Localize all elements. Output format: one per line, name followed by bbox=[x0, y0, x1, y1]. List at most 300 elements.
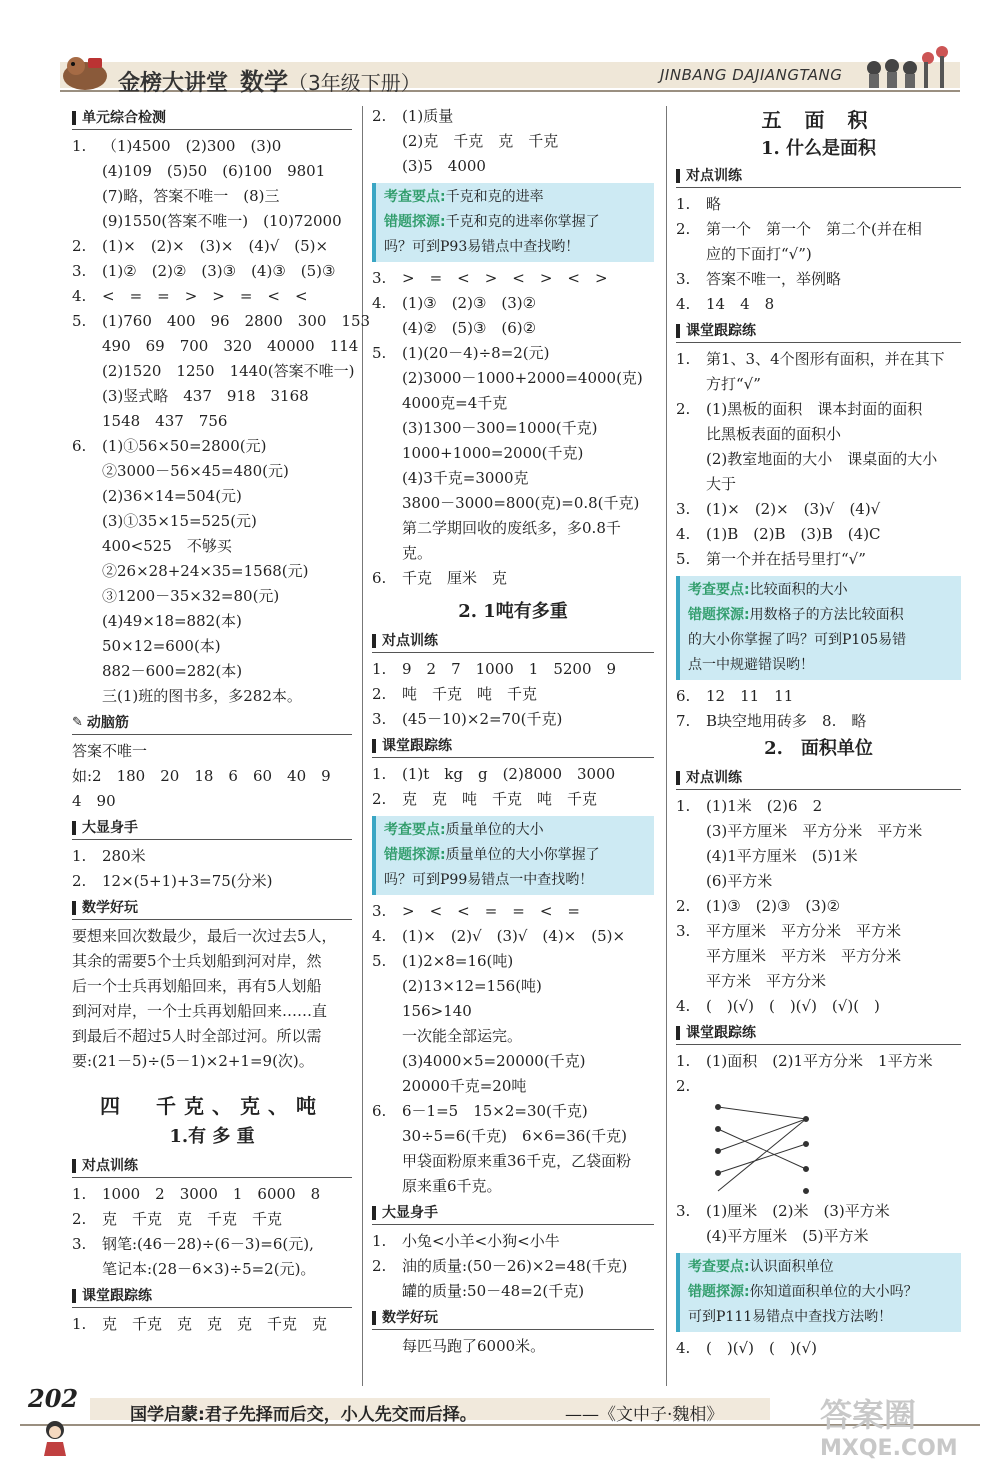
answer-list bbox=[72, 134, 371, 709]
item-number: 5. bbox=[72, 312, 87, 330]
watermark bbox=[820, 1390, 970, 1460]
answer-line bbox=[676, 994, 961, 1019]
answer-line bbox=[372, 682, 654, 707]
text-line: 到最后不超过5人时全部过河。所以需 bbox=[72, 1027, 322, 1045]
answer-text: 小兔<小羊<小狗<小牛 bbox=[402, 1232, 560, 1250]
answer-text: 应的下面打“√”) bbox=[706, 245, 812, 263]
answer-line bbox=[372, 1049, 654, 1074]
answer-text: (1)② (2)② (3)③ (4)③ (5)③ bbox=[102, 262, 336, 280]
answer-line bbox=[676, 242, 961, 267]
answer-list bbox=[372, 1229, 654, 1304]
page-header bbox=[0, 0, 1000, 100]
answer-line bbox=[676, 397, 961, 422]
answer-text: < = = > > = < < bbox=[102, 287, 308, 305]
section-heading bbox=[372, 1306, 654, 1330]
section-title: 数学好玩 bbox=[382, 1309, 438, 1326]
section-heading bbox=[676, 319, 961, 343]
answer-line bbox=[72, 184, 352, 209]
text-list bbox=[72, 924, 352, 1074]
answer-text: (3)平方厘米 平方分米 平方米 bbox=[706, 822, 923, 840]
item-number: 7. bbox=[676, 712, 691, 730]
answer-line bbox=[676, 472, 961, 497]
answer-text: 12×(5+1)+3=75(分米) bbox=[102, 872, 273, 890]
answer-line bbox=[676, 1049, 961, 1074]
section-title: 单元综合检测 bbox=[82, 109, 166, 126]
answer-line bbox=[72, 609, 352, 634]
answer-text: (2)36×14=504(元) bbox=[102, 487, 242, 505]
answer-line bbox=[676, 192, 961, 217]
answer-column-3 bbox=[676, 104, 961, 1361]
answer-text: 第一个 第一个 第二个(并在相 bbox=[706, 220, 922, 238]
answer-line bbox=[72, 359, 355, 384]
item-number: 1. bbox=[372, 765, 387, 783]
answer-text: > < < = = < = bbox=[402, 902, 580, 920]
answer-text: (3)5 4000 bbox=[402, 157, 486, 175]
answer-line bbox=[72, 534, 352, 559]
tip-key: 考查要点: bbox=[688, 582, 750, 598]
section-title: 数学好玩 bbox=[82, 899, 138, 916]
answer-line bbox=[372, 341, 654, 366]
answer-text: (1)①56×50=2800(元) bbox=[102, 437, 267, 455]
lesson-title: 1. 什么是面积 bbox=[760, 138, 877, 159]
header-title bbox=[118, 62, 421, 97]
answer-line bbox=[372, 1254, 654, 1279]
column-divider bbox=[666, 106, 667, 1386]
answer-line bbox=[676, 1199, 961, 1224]
lesson-title: 2. 面积单位 bbox=[764, 738, 873, 759]
section-heading bbox=[72, 1284, 352, 1308]
answer-line bbox=[676, 844, 961, 869]
answer-text: (1)1米 (2)6 2 bbox=[706, 797, 823, 815]
answer-line bbox=[372, 899, 654, 924]
answer-line bbox=[372, 999, 654, 1024]
answer-text: (1)× (2)√ (3)√ (4)× (5)× bbox=[402, 927, 626, 945]
answer-list bbox=[676, 1336, 961, 1361]
section-heading bbox=[372, 1201, 654, 1225]
answer-text: 20000千克=20吨 bbox=[402, 1077, 527, 1095]
item-number: 1. bbox=[372, 660, 387, 678]
answer-text: （1)4500 (2)300 (3)0 bbox=[102, 137, 282, 155]
item-number: 2. bbox=[72, 237, 87, 255]
answer-line bbox=[372, 466, 654, 491]
text-line: 要想来回次数最少，最后一次过去5人， bbox=[72, 927, 337, 945]
answer-line bbox=[676, 547, 961, 572]
answer-text: 千克 厘米 克 bbox=[402, 569, 508, 587]
tip-key: 考查要点: bbox=[384, 189, 446, 205]
answer-line bbox=[72, 584, 352, 609]
tip-text: 千克和克的进率你掌握了 bbox=[445, 214, 600, 230]
item-number: 3. bbox=[72, 1235, 87, 1253]
answer-text: > = < > < > < > bbox=[402, 269, 608, 287]
answer-text: 1548 437 756 bbox=[102, 412, 228, 430]
item-number: 6. bbox=[372, 569, 387, 587]
answer-list bbox=[372, 104, 654, 179]
answer-line bbox=[372, 154, 654, 179]
answer-text: 156>140 bbox=[402, 1002, 472, 1020]
answer-text: 克 千克 克 克 克 千克 克 bbox=[102, 1315, 328, 1333]
item-number: 3. bbox=[676, 1202, 691, 1220]
section-heading bbox=[676, 164, 961, 188]
answer-text: (2)3000－1000+2000=4000(克) bbox=[402, 369, 643, 387]
footer-quote bbox=[130, 1400, 477, 1425]
tip-text: 质量单位的大小你掌握了 bbox=[445, 847, 600, 863]
answer-text: (2)克 千克 克 千克 bbox=[402, 132, 559, 150]
answer-text: 490 69 700 320 40000 114 bbox=[102, 337, 359, 355]
answer-text: 平方米 平方分米 bbox=[706, 972, 827, 990]
item-number: 2. bbox=[372, 790, 387, 808]
answer-text: (2)1520 1250 1440(答案不唯一) bbox=[102, 362, 355, 380]
answer-line bbox=[676, 819, 961, 844]
answer-text: 略 bbox=[706, 195, 722, 213]
answer-line bbox=[372, 1279, 654, 1304]
answer-text: (7)略，答案不唯一 (8)三 bbox=[102, 187, 280, 205]
footer-label: 国学启蒙: bbox=[130, 1405, 205, 1425]
answer-text: (3)竖式略 437 918 3168 bbox=[102, 387, 309, 405]
tip-box bbox=[676, 576, 961, 680]
answer-text: B块空地用砖多 8. 略 bbox=[706, 712, 867, 730]
answer-list bbox=[372, 762, 654, 812]
item-number: 1. bbox=[72, 847, 87, 865]
answer-line bbox=[72, 409, 352, 434]
answer-line bbox=[676, 1336, 961, 1361]
answer-text: (6)平方米 bbox=[706, 872, 773, 890]
item-number: 4. bbox=[676, 1339, 691, 1357]
answer-list bbox=[72, 1312, 352, 1337]
item-number: 4. bbox=[372, 294, 387, 312]
answer-column-2 bbox=[372, 104, 654, 1359]
item-number: 4. bbox=[676, 997, 691, 1015]
section-title: 课堂跟踪练 bbox=[382, 737, 452, 754]
item-number: 3. bbox=[676, 270, 691, 288]
section-title: 对点训练 bbox=[686, 769, 742, 786]
item-number: 3. bbox=[372, 710, 387, 728]
item-number: 2. bbox=[372, 107, 387, 125]
item-number: 3. bbox=[72, 262, 87, 280]
section-heading bbox=[72, 1154, 352, 1178]
item-number: 4. bbox=[676, 295, 691, 313]
answer-line bbox=[676, 1224, 961, 1249]
tip-key: 错题探源: bbox=[384, 214, 446, 230]
text-line: 4 90 bbox=[72, 792, 116, 810]
answer-text: 笔记本:(28－6×3)÷5=2(元)。 bbox=[102, 1260, 316, 1278]
tip-text: 你知道面积单位的大小吗？ bbox=[749, 1284, 918, 1300]
header-english: JINBANG DAJIANGTANG bbox=[660, 66, 843, 84]
section-title: 大显身手 bbox=[382, 1204, 438, 1221]
item-number: 2. bbox=[676, 1077, 691, 1095]
answer-text: (4)平方厘米 (5)平方米 bbox=[706, 1227, 869, 1245]
answer-text: (9)1550(答案不唯一) (10)72000 bbox=[102, 212, 342, 230]
tip-text: 吗？可到P99易错点一中查找哟！ bbox=[384, 872, 594, 888]
tip-key: 错题探源: bbox=[688, 1284, 750, 1300]
answer-line bbox=[72, 1257, 352, 1282]
item-number: 4. bbox=[72, 287, 87, 305]
answer-text: 一次能全部运完。 bbox=[402, 1027, 523, 1045]
answer-text: 400<525 不够买 bbox=[102, 537, 232, 555]
answer-line bbox=[676, 894, 961, 919]
answer-line bbox=[372, 924, 654, 949]
section-title: 对点训练 bbox=[382, 632, 438, 649]
answer-text: 9 2 7 1000 1 5200 9 bbox=[402, 660, 617, 678]
answer-text: 罐的质量:50－48=2(千克) bbox=[402, 1282, 585, 1300]
lesson-title: 2. 1吨有多重 bbox=[458, 601, 568, 622]
answer-text: 钢笔:(46－28)÷(6－3)=6(元), bbox=[102, 1235, 314, 1253]
answer-line bbox=[676, 709, 961, 734]
item-number: 3. bbox=[372, 902, 387, 920]
answer-line bbox=[676, 347, 961, 372]
answer-text: 吨 千克 吨 千克 bbox=[402, 685, 538, 703]
answer-text: 1000 2 3000 1 6000 8 bbox=[102, 1185, 321, 1203]
text-line: 要:(21－5)÷(5－1)×2+1=9(次)。 bbox=[72, 1052, 314, 1070]
answer-text: 12 11 11 bbox=[706, 687, 794, 705]
answer-text: 第二学期回收的废纸多，多0.8千 bbox=[402, 519, 621, 537]
answer-text: 方打“√” bbox=[706, 375, 761, 393]
answer-line bbox=[676, 919, 961, 944]
grade-label: （3年级下册） bbox=[288, 71, 421, 95]
answer-line bbox=[372, 316, 654, 341]
answer-text: (4)② (5)③ (6)② bbox=[402, 319, 537, 337]
answer-line bbox=[372, 1149, 654, 1174]
girl-icon bbox=[38, 1418, 72, 1458]
item-number: 2. bbox=[676, 400, 691, 418]
answer-text: ( )(√) ( )(√) (√)( ) bbox=[706, 997, 880, 1015]
answer-text: 油的质量:(50－26)×2=48(千克) bbox=[402, 1257, 628, 1275]
answer-list bbox=[676, 1049, 961, 1099]
answer-text: 1000+1000=2000(千克) bbox=[402, 444, 584, 462]
answer-line bbox=[72, 234, 352, 259]
answer-text: (1)× (2)× (3)√ (4)√ bbox=[706, 500, 881, 518]
answer-text: ②3000－56×45=480(元) bbox=[102, 462, 289, 480]
tip-box bbox=[372, 183, 654, 262]
answer-line bbox=[676, 794, 961, 819]
text-line: 每匹马跑了6000米。 bbox=[402, 1337, 546, 1355]
answer-line bbox=[372, 516, 654, 541]
brain-icon: ✎ bbox=[72, 714, 83, 730]
item-number: 5. bbox=[372, 344, 387, 362]
answer-line bbox=[676, 522, 961, 547]
answer-text: 克 千克 克 千克 千克 bbox=[102, 1210, 283, 1228]
answer-text: (45－10)×2=70(千克) bbox=[402, 710, 563, 728]
section-heading bbox=[72, 816, 352, 840]
answer-line bbox=[72, 159, 352, 184]
tip-box bbox=[676, 1253, 961, 1332]
tip-text: 认识面积单位 bbox=[749, 1259, 834, 1275]
answer-text: 比黑板表面的面积小 bbox=[706, 425, 842, 443]
section-title: 动脑筋 bbox=[86, 714, 129, 731]
answer-line bbox=[372, 1074, 654, 1099]
tip-key: 错题探源: bbox=[384, 847, 446, 863]
answer-line bbox=[372, 1174, 654, 1199]
text-line: 其余的需要5个士兵划船到河对岸，然 bbox=[72, 952, 322, 970]
answer-line bbox=[372, 104, 654, 129]
chapter-title: 四 千克、克、吨 bbox=[100, 1094, 324, 1118]
answer-line bbox=[72, 634, 352, 659]
answer-line bbox=[676, 944, 961, 969]
item-number: 1. bbox=[72, 1315, 87, 1333]
section-title: 课堂跟踪练 bbox=[686, 322, 756, 339]
section-heading bbox=[676, 1021, 961, 1045]
text-line: 后一个士兵再划船回来，再有5人划船 bbox=[72, 977, 322, 995]
text-line: 到河对岸，一个士兵再划船回来……直 bbox=[72, 1002, 328, 1020]
answer-text: 30÷5=6(千克) 6×6=36(千克) bbox=[402, 1127, 628, 1145]
kids-illustration-icon bbox=[862, 38, 958, 90]
text-line: 答案不唯一 bbox=[72, 742, 148, 760]
answer-list bbox=[372, 657, 654, 732]
answer-line bbox=[72, 434, 352, 459]
item-number: 2. bbox=[676, 220, 691, 238]
answer-line bbox=[72, 134, 352, 159]
item-number: 1. bbox=[676, 350, 691, 368]
answer-line bbox=[372, 129, 654, 154]
item-number: 2. bbox=[72, 872, 87, 890]
answer-text: (1)③ (2)③ (3)② bbox=[402, 294, 537, 312]
answer-text: (4)3千克=3000克 bbox=[402, 469, 529, 487]
answer-line bbox=[676, 447, 961, 472]
column-divider bbox=[362, 106, 363, 1386]
item-number: 2. bbox=[72, 1210, 87, 1228]
item-number: 1. bbox=[72, 137, 87, 155]
answer-text: (2)13×12=156(吨) bbox=[402, 977, 542, 995]
item-number: 2. bbox=[372, 1257, 387, 1275]
answer-line bbox=[372, 291, 654, 316]
answer-text: 甲袋面粉原来重36千克，乙袋面粉 bbox=[402, 1152, 632, 1170]
answer-text: 克。 bbox=[402, 544, 433, 562]
quote-text: 君子先择而后交，小人先交而后择。 bbox=[204, 1405, 477, 1425]
item-number: 3. bbox=[676, 922, 691, 940]
section-title: 对点训练 bbox=[686, 167, 742, 184]
answer-text: 50×12=600(本) bbox=[102, 637, 221, 655]
answer-text: (3)4000×5=20000(千克) bbox=[402, 1052, 586, 1070]
answer-line bbox=[676, 684, 961, 709]
answer-text: 第1、3、4个图形有面积，并在其下 bbox=[706, 350, 945, 368]
answer-list bbox=[676, 192, 961, 317]
tip-text: 点一中规避错误哟！ bbox=[688, 657, 814, 673]
section-title: 课堂跟踪练 bbox=[82, 1287, 152, 1304]
answer-line bbox=[372, 787, 654, 812]
answer-text: (1)面积 (2)1平方分米 1平方米 bbox=[706, 1052, 933, 1070]
answer-list bbox=[676, 347, 961, 572]
tip-text: 的大小你掌握了吗？可到P105易错 bbox=[688, 632, 907, 648]
item-number: 4. bbox=[372, 927, 387, 945]
answer-line bbox=[72, 1207, 352, 1232]
answer-line bbox=[372, 657, 654, 682]
answer-text: (1)760 400 96 2800 300 153 bbox=[102, 312, 371, 330]
text-line: 如:2 180 20 18 6 60 40 9 bbox=[72, 767, 331, 785]
tip-text: 可到P111易错点中查找方法哟！ bbox=[688, 1309, 893, 1325]
item-number: 6. bbox=[72, 437, 87, 455]
answer-column-1 bbox=[72, 104, 371, 1337]
answer-line bbox=[372, 974, 654, 999]
item-number: 2. bbox=[676, 897, 691, 915]
answer-list bbox=[372, 266, 654, 591]
answer-line bbox=[676, 969, 961, 994]
answer-text: (1)质量 bbox=[402, 107, 454, 125]
answer-line bbox=[72, 484, 352, 509]
answer-text: (1)B (2)B (3)B (4)C bbox=[706, 525, 881, 543]
answer-line bbox=[676, 1074, 961, 1099]
item-number: 1. bbox=[372, 1232, 387, 1250]
text-list bbox=[72, 739, 352, 814]
answer-list bbox=[72, 844, 352, 894]
answer-line bbox=[72, 1182, 352, 1207]
section-heading bbox=[372, 629, 654, 653]
watermark-url: MXQE.COM bbox=[820, 1436, 958, 1461]
section-title: 对点训练 bbox=[82, 1157, 138, 1174]
tip-text: 比较面积的大小 bbox=[749, 582, 848, 598]
answer-list bbox=[676, 684, 961, 734]
answer-line bbox=[372, 491, 654, 516]
item-number: 1. bbox=[676, 195, 691, 213]
answer-text: 三(1)班的图书多，多282本。 bbox=[102, 687, 302, 705]
answer-line bbox=[372, 762, 654, 787]
answer-line bbox=[72, 844, 352, 869]
answer-text: 原来重6千克。 bbox=[402, 1177, 502, 1195]
brand-name: 金榜大讲堂 bbox=[118, 71, 229, 96]
page-number: 202 bbox=[28, 1384, 79, 1413]
answer-text: (1)③ (2)③ (3)② bbox=[706, 897, 841, 915]
section-title: 大显身手 bbox=[82, 819, 138, 836]
item-number: 4. bbox=[676, 525, 691, 543]
answer-text: 克 克 吨 千克 吨 千克 bbox=[402, 790, 598, 808]
answer-line bbox=[72, 309, 371, 334]
answer-line bbox=[72, 559, 352, 584]
answer-line bbox=[72, 1312, 352, 1337]
matching-lines-diagram bbox=[706, 1099, 966, 1199]
tip-key: 考查要点: bbox=[384, 822, 446, 838]
answer-line bbox=[372, 707, 654, 732]
answer-text: ③1200－35×32=80(元) bbox=[102, 587, 280, 605]
answer-text: 6－1=5 15×2=30(千克) bbox=[402, 1102, 588, 1120]
answer-line bbox=[72, 659, 352, 684]
mascot-icon bbox=[58, 48, 112, 94]
answer-line bbox=[372, 1024, 654, 1049]
answer-text: 14 4 8 bbox=[706, 295, 775, 313]
answer-line bbox=[72, 1232, 352, 1257]
section-title: 课堂跟踪练 bbox=[686, 1024, 756, 1041]
lesson-title: 1.有 多 重 bbox=[169, 1126, 255, 1147]
chapter-title: 五 面 积 bbox=[761, 108, 876, 132]
section-heading bbox=[372, 734, 654, 758]
item-number: 1. bbox=[676, 797, 691, 815]
answer-line bbox=[676, 497, 961, 522]
section-heading bbox=[676, 766, 961, 790]
answer-line bbox=[676, 267, 961, 292]
answer-line bbox=[372, 1229, 654, 1254]
item-number: 6. bbox=[372, 1102, 387, 1120]
tip-key: 错题探源: bbox=[688, 607, 750, 623]
tip-text: 质量单位的大小 bbox=[445, 822, 544, 838]
answer-text: (2)教室地面的大小 课桌面的大小 bbox=[706, 450, 938, 468]
tip-text: 千克和克的进率 bbox=[445, 189, 544, 205]
item-number: 6. bbox=[676, 687, 691, 705]
answer-list bbox=[372, 899, 654, 1199]
answer-line bbox=[372, 416, 654, 441]
answer-text: (4)1平方厘米 (5)1米 bbox=[706, 847, 858, 865]
answer-text: 大于 bbox=[706, 475, 737, 493]
answer-text: (1)2×8=16(吨) bbox=[402, 952, 514, 970]
answer-line bbox=[72, 284, 352, 309]
watermark-text: 答案圈 bbox=[820, 1396, 917, 1434]
answer-text: 平方厘米 平方分米 平方米 bbox=[706, 922, 902, 940]
answer-line bbox=[372, 266, 654, 291]
tip-text: 吗？可到P93易错点中查找哟！ bbox=[384, 239, 580, 255]
answer-text: 280米 bbox=[102, 847, 146, 865]
answer-text: 3800－3000=800(克)=0.8(千克) bbox=[402, 494, 640, 512]
answer-line bbox=[72, 259, 352, 284]
section-heading bbox=[72, 711, 352, 735]
answer-text: (4)109 (5)50 (6)100 9801 bbox=[102, 162, 326, 180]
answer-text: (4)49×18=882(本) bbox=[102, 612, 242, 630]
answer-text: (1)(20－4)÷8=2(元) bbox=[402, 344, 550, 362]
